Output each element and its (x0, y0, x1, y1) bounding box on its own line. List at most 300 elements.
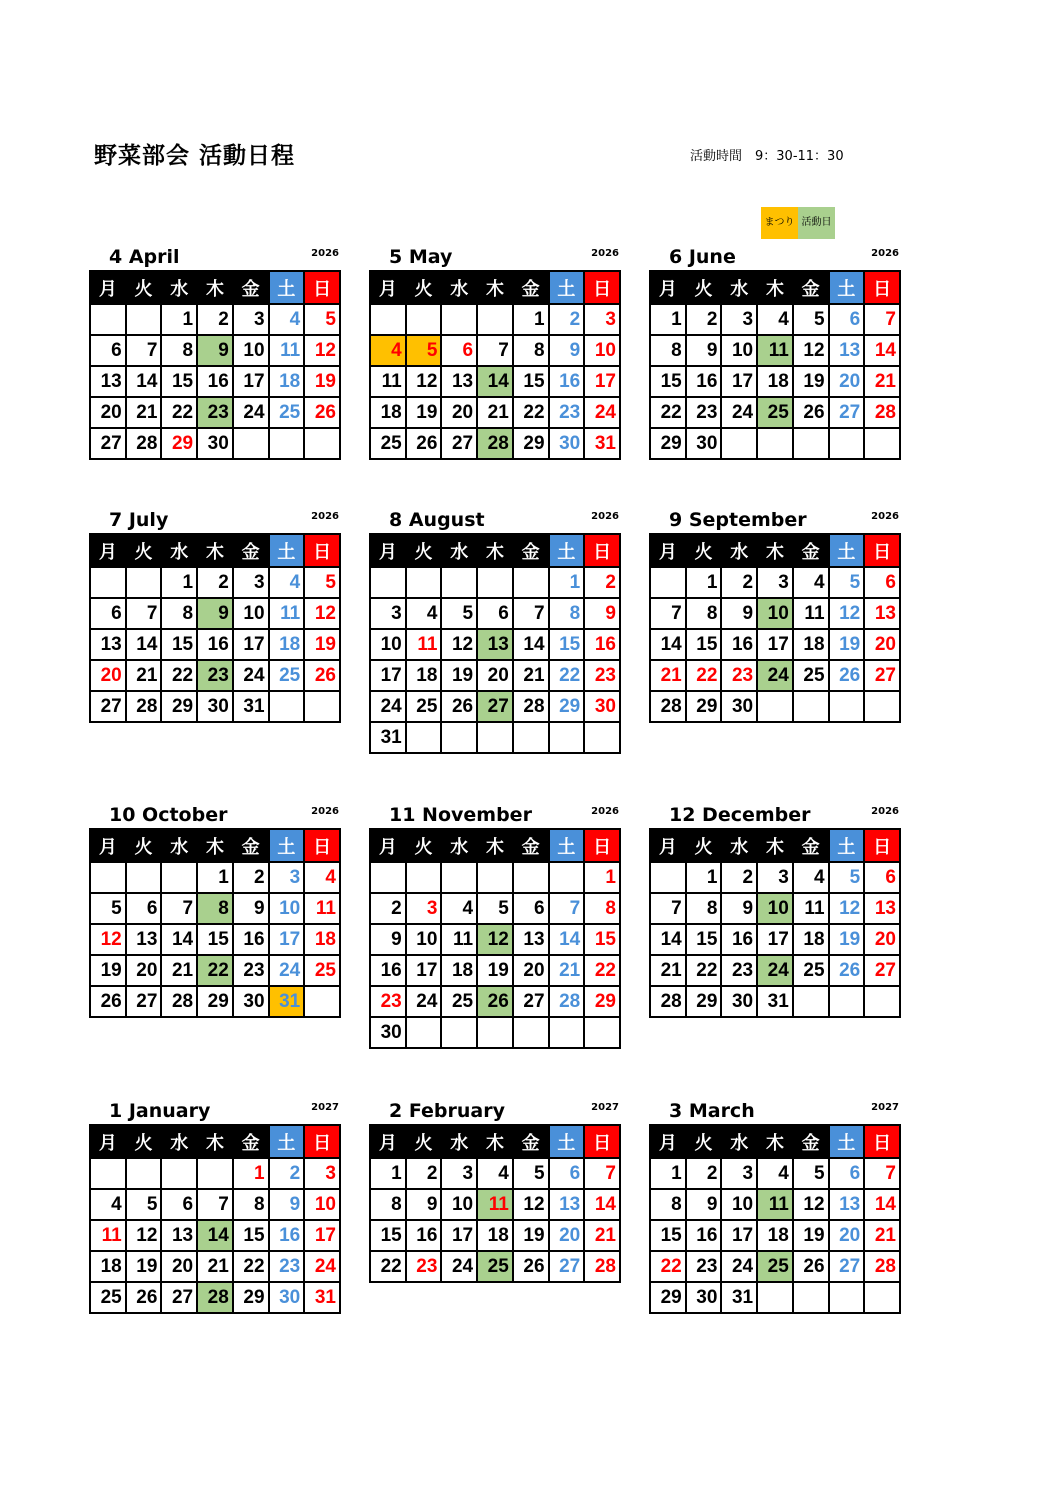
day-cell: 19 (304, 366, 340, 397)
day-cell: 15 (161, 629, 197, 660)
week-row (90, 1189, 340, 1220)
month-calendar (369, 1094, 621, 1283)
weekday-header: 日 (584, 271, 620, 304)
day-cell: 22 (197, 955, 233, 986)
week-row (650, 862, 900, 893)
day-cell: 23 (721, 955, 757, 986)
day-cell: 28 (477, 428, 513, 459)
day-cell: 20 (126, 955, 162, 986)
day-cell: 5 (304, 304, 340, 335)
day-cell: 9 (549, 335, 585, 366)
month-header (369, 503, 621, 533)
empty-cell (406, 567, 442, 598)
day-cell: 27 (829, 397, 865, 428)
day-cell: 14 (864, 1189, 900, 1220)
weekday-header: 火 (126, 271, 162, 304)
day-cell: 6 (90, 335, 126, 366)
day-cell: 19 (793, 366, 829, 397)
day-cell: 20 (90, 397, 126, 428)
day-cell: 13 (864, 598, 900, 629)
month-year: 2026 (591, 806, 619, 817)
day-cell: 17 (584, 366, 620, 397)
weekday-header-row (370, 534, 620, 567)
day-cell: 18 (269, 629, 305, 660)
day-cell: 26 (406, 428, 442, 459)
weekday-header: 火 (126, 829, 162, 862)
weekday-header: 木 (757, 271, 793, 304)
weekday-header: 木 (197, 534, 233, 567)
weekday-header: 火 (686, 534, 722, 567)
day-cell: 14 (197, 1220, 233, 1251)
day-cell: 15 (161, 366, 197, 397)
day-cell: 1 (650, 1158, 686, 1189)
empty-cell (757, 691, 793, 722)
day-cell: 1 (233, 1158, 269, 1189)
day-cell: 30 (269, 1282, 305, 1313)
month-name: 2 February (389, 1100, 506, 1122)
empty-cell (584, 722, 620, 753)
day-cell: 17 (757, 629, 793, 660)
day-cell: 13 (477, 629, 513, 660)
day-cell: 12 (793, 335, 829, 366)
week-row (650, 1158, 900, 1189)
month-calendar (369, 798, 621, 1049)
day-cell: 27 (549, 1251, 585, 1282)
weekday-header: 金 (513, 829, 549, 862)
weekday-header: 金 (793, 1125, 829, 1158)
week-row (370, 986, 620, 1017)
day-cell: 4 (793, 567, 829, 598)
day-cell: 10 (721, 335, 757, 366)
day-cell: 10 (757, 598, 793, 629)
day-cell: 31 (269, 986, 305, 1017)
day-cell: 22 (584, 955, 620, 986)
empty-cell (441, 567, 477, 598)
weekday-header: 木 (197, 271, 233, 304)
day-cell: 9 (197, 335, 233, 366)
weekday-header: 月 (90, 271, 126, 304)
empty-cell (864, 986, 900, 1017)
empty-cell (406, 1017, 442, 1048)
day-cell: 22 (650, 397, 686, 428)
month-calendar (649, 503, 901, 723)
day-cell: 21 (126, 660, 162, 691)
weekday-header: 日 (584, 1125, 620, 1158)
day-cell: 28 (650, 691, 686, 722)
day-cell: 17 (370, 660, 406, 691)
day-cell: 26 (829, 660, 865, 691)
day-cell: 1 (686, 862, 722, 893)
weekday-header: 日 (304, 829, 340, 862)
weekday-header: 月 (650, 829, 686, 862)
day-cell: 15 (584, 924, 620, 955)
month-calendar (89, 798, 341, 1018)
day-cell: 12 (406, 366, 442, 397)
day-cell: 18 (370, 397, 406, 428)
day-cell: 27 (513, 986, 549, 1017)
weekday-header: 水 (441, 534, 477, 567)
empty-cell (549, 862, 585, 893)
day-cell: 5 (304, 567, 340, 598)
day-cell: 17 (233, 629, 269, 660)
weekday-header: 金 (233, 534, 269, 567)
day-cell: 30 (233, 986, 269, 1017)
day-cell: 4 (269, 304, 305, 335)
day-cell: 9 (197, 598, 233, 629)
day-cell: 17 (233, 366, 269, 397)
day-cell: 6 (477, 598, 513, 629)
month-table (369, 533, 621, 754)
day-cell: 8 (197, 893, 233, 924)
week-row (90, 893, 340, 924)
month-year: 2026 (871, 248, 899, 259)
day-cell: 27 (441, 428, 477, 459)
month-calendar (89, 1094, 341, 1314)
week-row (370, 567, 620, 598)
day-cell: 21 (513, 660, 549, 691)
day-cell: 25 (269, 660, 305, 691)
day-cell: 7 (126, 598, 162, 629)
week-row (90, 1282, 340, 1313)
day-cell: 17 (721, 1220, 757, 1251)
day-cell: 17 (441, 1220, 477, 1251)
day-cell: 12 (829, 893, 865, 924)
empty-cell (829, 986, 865, 1017)
day-cell: 15 (549, 629, 585, 660)
day-cell: 15 (686, 924, 722, 955)
month-year: 2026 (871, 511, 899, 522)
day-cell: 1 (197, 862, 233, 893)
day-cell: 1 (370, 1158, 406, 1189)
day-cell: 5 (126, 1189, 162, 1220)
legend-activity: 活動日 (798, 207, 835, 239)
day-cell: 9 (686, 1189, 722, 1220)
weekday-header: 水 (161, 829, 197, 862)
day-cell: 17 (304, 1220, 340, 1251)
day-cell: 25 (441, 986, 477, 1017)
day-cell: 3 (584, 304, 620, 335)
day-cell: 24 (406, 986, 442, 1017)
day-cell: 1 (584, 862, 620, 893)
day-cell: 12 (126, 1220, 162, 1251)
month-header (89, 503, 341, 533)
month-year: 2026 (311, 511, 339, 522)
day-cell: 20 (864, 629, 900, 660)
day-cell: 26 (441, 691, 477, 722)
day-cell: 26 (304, 397, 340, 428)
day-cell: 13 (441, 366, 477, 397)
day-cell: 17 (406, 955, 442, 986)
day-cell: 24 (721, 1251, 757, 1282)
day-cell: 9 (233, 893, 269, 924)
month-header (369, 1094, 621, 1124)
day-cell: 27 (864, 955, 900, 986)
day-cell: 6 (441, 335, 477, 366)
week-row (650, 335, 900, 366)
day-cell: 31 (721, 1282, 757, 1313)
day-cell: 23 (584, 660, 620, 691)
week-row (650, 924, 900, 955)
weekday-header: 金 (233, 829, 269, 862)
empty-cell (829, 1282, 865, 1313)
day-cell: 12 (793, 1189, 829, 1220)
empty-cell (370, 567, 406, 598)
day-cell: 1 (161, 304, 197, 335)
weekday-header: 月 (650, 1125, 686, 1158)
day-cell: 22 (686, 955, 722, 986)
empty-cell (304, 986, 340, 1017)
weekday-header: 火 (686, 829, 722, 862)
weekday-header: 土 (829, 1125, 865, 1158)
month-table (649, 828, 901, 1018)
day-cell: 14 (161, 924, 197, 955)
month-table (369, 1124, 621, 1283)
weekday-header: 日 (304, 534, 340, 567)
day-cell: 30 (721, 986, 757, 1017)
week-row (650, 304, 900, 335)
month-table (369, 828, 621, 1049)
day-cell: 10 (269, 893, 305, 924)
week-row (90, 366, 340, 397)
legend (761, 207, 835, 239)
day-cell: 19 (513, 1220, 549, 1251)
weekday-header-row (650, 534, 900, 567)
day-cell: 8 (650, 1189, 686, 1220)
day-cell: 22 (161, 660, 197, 691)
day-cell: 21 (584, 1220, 620, 1251)
week-row (90, 1158, 340, 1189)
day-cell: 12 (90, 924, 126, 955)
month-header (369, 240, 621, 270)
day-cell: 28 (161, 986, 197, 1017)
week-row (370, 304, 620, 335)
day-cell: 24 (370, 691, 406, 722)
day-cell: 25 (793, 955, 829, 986)
weekday-header: 金 (513, 534, 549, 567)
week-row (370, 862, 620, 893)
weekday-header: 日 (584, 534, 620, 567)
week-row (650, 1251, 900, 1282)
empty-cell (406, 722, 442, 753)
day-cell: 24 (757, 660, 793, 691)
day-cell: 11 (757, 1189, 793, 1220)
weekday-header: 火 (686, 271, 722, 304)
day-cell: 10 (721, 1189, 757, 1220)
day-cell: 21 (197, 1251, 233, 1282)
day-cell: 8 (161, 335, 197, 366)
day-cell: 14 (584, 1189, 620, 1220)
day-cell: 19 (477, 955, 513, 986)
day-cell: 18 (406, 660, 442, 691)
day-cell: 22 (686, 660, 722, 691)
day-cell: 18 (441, 955, 477, 986)
day-cell: 22 (233, 1251, 269, 1282)
day-cell: 13 (90, 366, 126, 397)
weekday-header: 火 (406, 1125, 442, 1158)
day-cell: 6 (549, 1158, 585, 1189)
day-cell: 3 (406, 893, 442, 924)
weekday-header: 水 (441, 829, 477, 862)
day-cell: 29 (513, 428, 549, 459)
day-cell: 23 (549, 397, 585, 428)
day-cell: 18 (793, 629, 829, 660)
day-cell: 6 (161, 1189, 197, 1220)
week-row (90, 598, 340, 629)
weekday-header-row (650, 829, 900, 862)
empty-cell (441, 862, 477, 893)
week-row (370, 629, 620, 660)
day-cell: 16 (686, 366, 722, 397)
day-cell: 26 (126, 1282, 162, 1313)
day-cell: 15 (650, 366, 686, 397)
weekday-header: 日 (864, 1125, 900, 1158)
day-cell: 8 (686, 893, 722, 924)
empty-cell (829, 691, 865, 722)
day-cell: 21 (161, 955, 197, 986)
day-cell: 20 (829, 1220, 865, 1251)
weekday-header: 金 (793, 271, 829, 304)
weekday-header: 金 (513, 1125, 549, 1158)
empty-cell (161, 862, 197, 893)
day-cell: 11 (269, 335, 305, 366)
weekday-header: 月 (90, 829, 126, 862)
day-cell: 5 (829, 862, 865, 893)
day-cell: 13 (549, 1189, 585, 1220)
day-cell: 28 (584, 1251, 620, 1282)
day-cell: 15 (650, 1220, 686, 1251)
weekday-header: 水 (441, 271, 477, 304)
day-cell: 15 (233, 1220, 269, 1251)
day-cell: 28 (126, 428, 162, 459)
day-cell: 11 (793, 598, 829, 629)
month-name: 3 March (669, 1100, 755, 1122)
week-row (370, 366, 620, 397)
week-row (650, 1189, 900, 1220)
day-cell: 24 (757, 955, 793, 986)
month-calendar (89, 503, 341, 723)
month-table (89, 1124, 341, 1314)
day-cell: 29 (650, 1282, 686, 1313)
weekday-header: 火 (406, 271, 442, 304)
weekday-header: 水 (721, 1125, 757, 1158)
month-year: 2026 (311, 806, 339, 817)
day-cell: 23 (197, 660, 233, 691)
day-cell: 9 (584, 598, 620, 629)
empty-cell (864, 428, 900, 459)
month-year: 2026 (311, 248, 339, 259)
day-cell: 22 (650, 1251, 686, 1282)
day-cell: 11 (406, 629, 442, 660)
month-table (649, 270, 901, 460)
week-row (90, 428, 340, 459)
day-cell: 11 (757, 335, 793, 366)
day-cell: 16 (406, 1220, 442, 1251)
day-cell: 11 (793, 893, 829, 924)
day-cell: 7 (513, 598, 549, 629)
day-cell: 6 (829, 1158, 865, 1189)
empty-cell (477, 567, 513, 598)
day-cell: 27 (864, 660, 900, 691)
day-cell: 25 (269, 397, 305, 428)
day-cell: 22 (513, 397, 549, 428)
empty-cell (757, 1282, 793, 1313)
weekday-header-row (370, 829, 620, 862)
day-cell: 2 (686, 1158, 722, 1189)
day-cell: 2 (721, 567, 757, 598)
day-cell: 5 (406, 335, 442, 366)
month-calendar (649, 798, 901, 1018)
month-header (89, 1094, 341, 1124)
day-cell: 21 (650, 955, 686, 986)
weekday-header: 日 (864, 534, 900, 567)
day-cell: 25 (757, 1251, 793, 1282)
month-table (89, 270, 341, 460)
week-row (90, 924, 340, 955)
day-cell: 27 (90, 428, 126, 459)
day-cell: 8 (233, 1189, 269, 1220)
day-cell: 29 (197, 986, 233, 1017)
weekday-header: 水 (161, 1125, 197, 1158)
day-cell: 3 (721, 1158, 757, 1189)
week-row (650, 567, 900, 598)
day-cell: 14 (650, 924, 686, 955)
weekday-header: 土 (269, 829, 305, 862)
day-cell: 22 (549, 660, 585, 691)
day-cell: 11 (269, 598, 305, 629)
day-cell: 1 (513, 304, 549, 335)
month-name: 5 May (389, 246, 453, 268)
day-cell: 6 (864, 862, 900, 893)
month-header (649, 798, 901, 828)
day-cell: 19 (829, 629, 865, 660)
day-cell: 19 (304, 629, 340, 660)
empty-cell (304, 428, 340, 459)
day-cell: 16 (721, 629, 757, 660)
day-cell: 9 (406, 1189, 442, 1220)
weekday-header: 金 (793, 534, 829, 567)
empty-cell (370, 862, 406, 893)
day-cell: 31 (233, 691, 269, 722)
empty-cell (441, 722, 477, 753)
day-cell: 13 (864, 893, 900, 924)
page-title: 野菜部会 活動日程 (94, 143, 296, 169)
empty-cell (477, 304, 513, 335)
week-row (370, 955, 620, 986)
weekday-header: 水 (721, 534, 757, 567)
day-cell: 14 (477, 366, 513, 397)
weekday-header: 木 (477, 534, 513, 567)
day-cell: 25 (90, 1282, 126, 1313)
week-row (370, 691, 620, 722)
day-cell: 24 (584, 397, 620, 428)
day-cell: 7 (864, 1158, 900, 1189)
week-row (90, 862, 340, 893)
week-row (90, 986, 340, 1017)
day-cell: 12 (477, 924, 513, 955)
day-cell: 5 (90, 893, 126, 924)
weekday-header: 日 (304, 1125, 340, 1158)
day-cell: 20 (829, 366, 865, 397)
day-cell: 18 (269, 366, 305, 397)
empty-cell (549, 1017, 585, 1048)
weekday-header: 金 (513, 271, 549, 304)
day-cell: 11 (304, 893, 340, 924)
day-cell: 23 (686, 397, 722, 428)
month-name: 7 July (109, 509, 169, 531)
weekday-header: 月 (650, 271, 686, 304)
day-cell: 30 (721, 691, 757, 722)
activity-hours: 活動時間 9：30-11：30 (690, 149, 844, 164)
